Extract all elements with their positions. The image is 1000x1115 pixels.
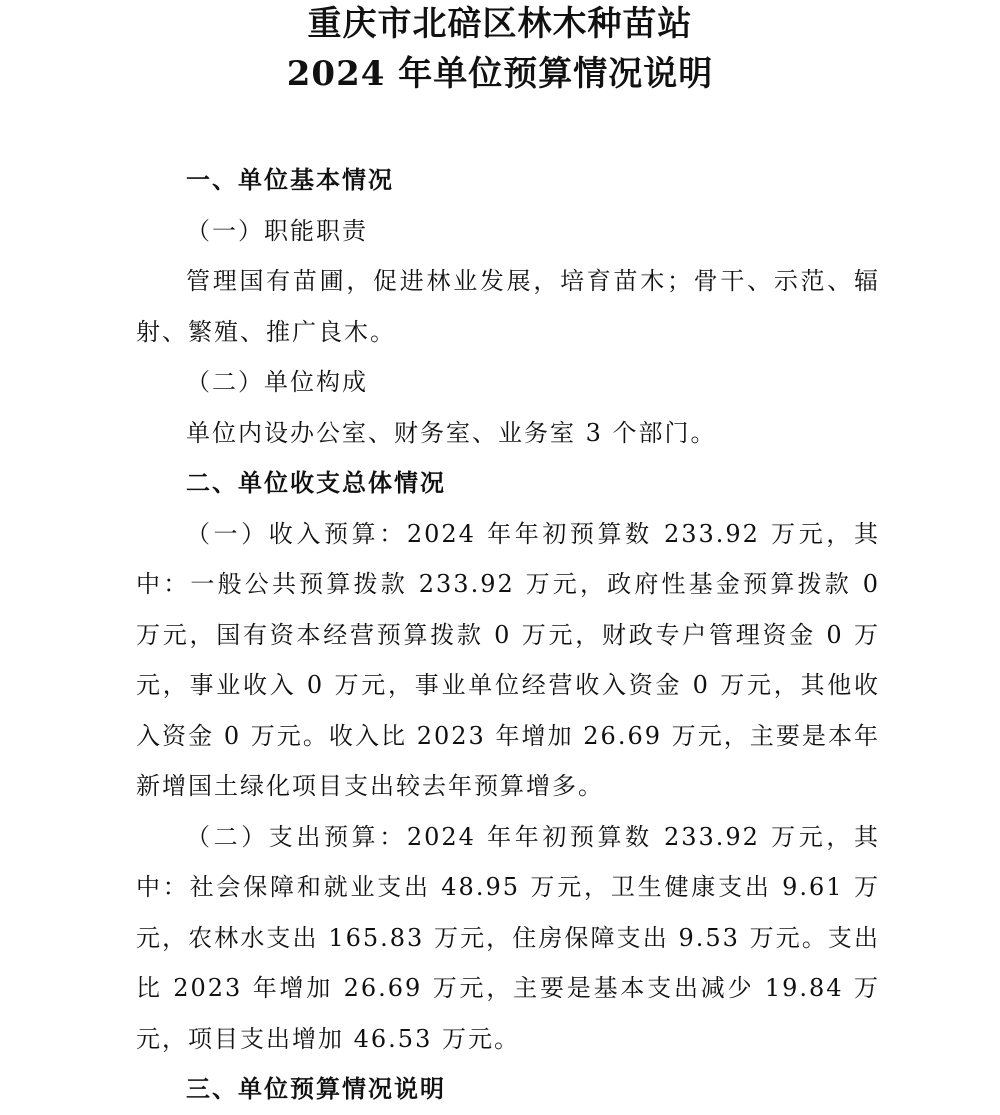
document-title-line2: 2024 年单位预算情况说明 <box>286 54 714 94</box>
section1-sub1-heading: （一）职能职责 <box>186 216 368 245</box>
section3-heading: 三、单位预算情况说明 <box>186 1074 446 1103</box>
section1-sub2-paragraph: 单位内设办公室、财务室、业务室 3 个部门。 <box>186 418 717 447</box>
section1-heading: 一、单位基本情况 <box>186 165 394 194</box>
section2-expense-paragraph: （二）支出预算：2024 年年初预算数 233.92 万元，其中：社会保障和就业支出 48.95 万元，卫生健康支出 9.61 万元，农林水支出 165.83 万元，住房保障支出 9.53 万元。支出比 2023 年增加 26.69 万元，主要是基本支出减少 19.84 万元，项目支出增加 46.53 万元。 <box>136 822 880 1053</box>
section1-sub2-heading: （二）单位构成 <box>186 368 368 396</box>
document-body <box>136 155 880 1115</box>
section1-sub1-paragraph: 管理国有苗圃，促进林业发展，培育苗木；骨干、示范、辐射、繁殖、推广良木。 <box>136 267 880 346</box>
section2-heading: 二、单位收支总体情况 <box>186 468 446 497</box>
section2-income-paragraph: （一）收入预算：2024 年年初预算数 233.92 万元，其中：一般公共预算拨款 233.92 万元，政府性基金预算拨款 0 万元，国有资本经营预算拨款 0 万元，财政专户管理资金 0 万元，事业收入 0 万元，事业单位经营收入资金 0 万元，其他收入资金 0 万元。收入比 2023 年增加 26.69 万元，主要是本年新增国土绿化项目支出较去年预算增多。 <box>136 519 880 800</box>
document-title-line1: 重庆市北碚区林木种苗站 <box>307 4 693 44</box>
